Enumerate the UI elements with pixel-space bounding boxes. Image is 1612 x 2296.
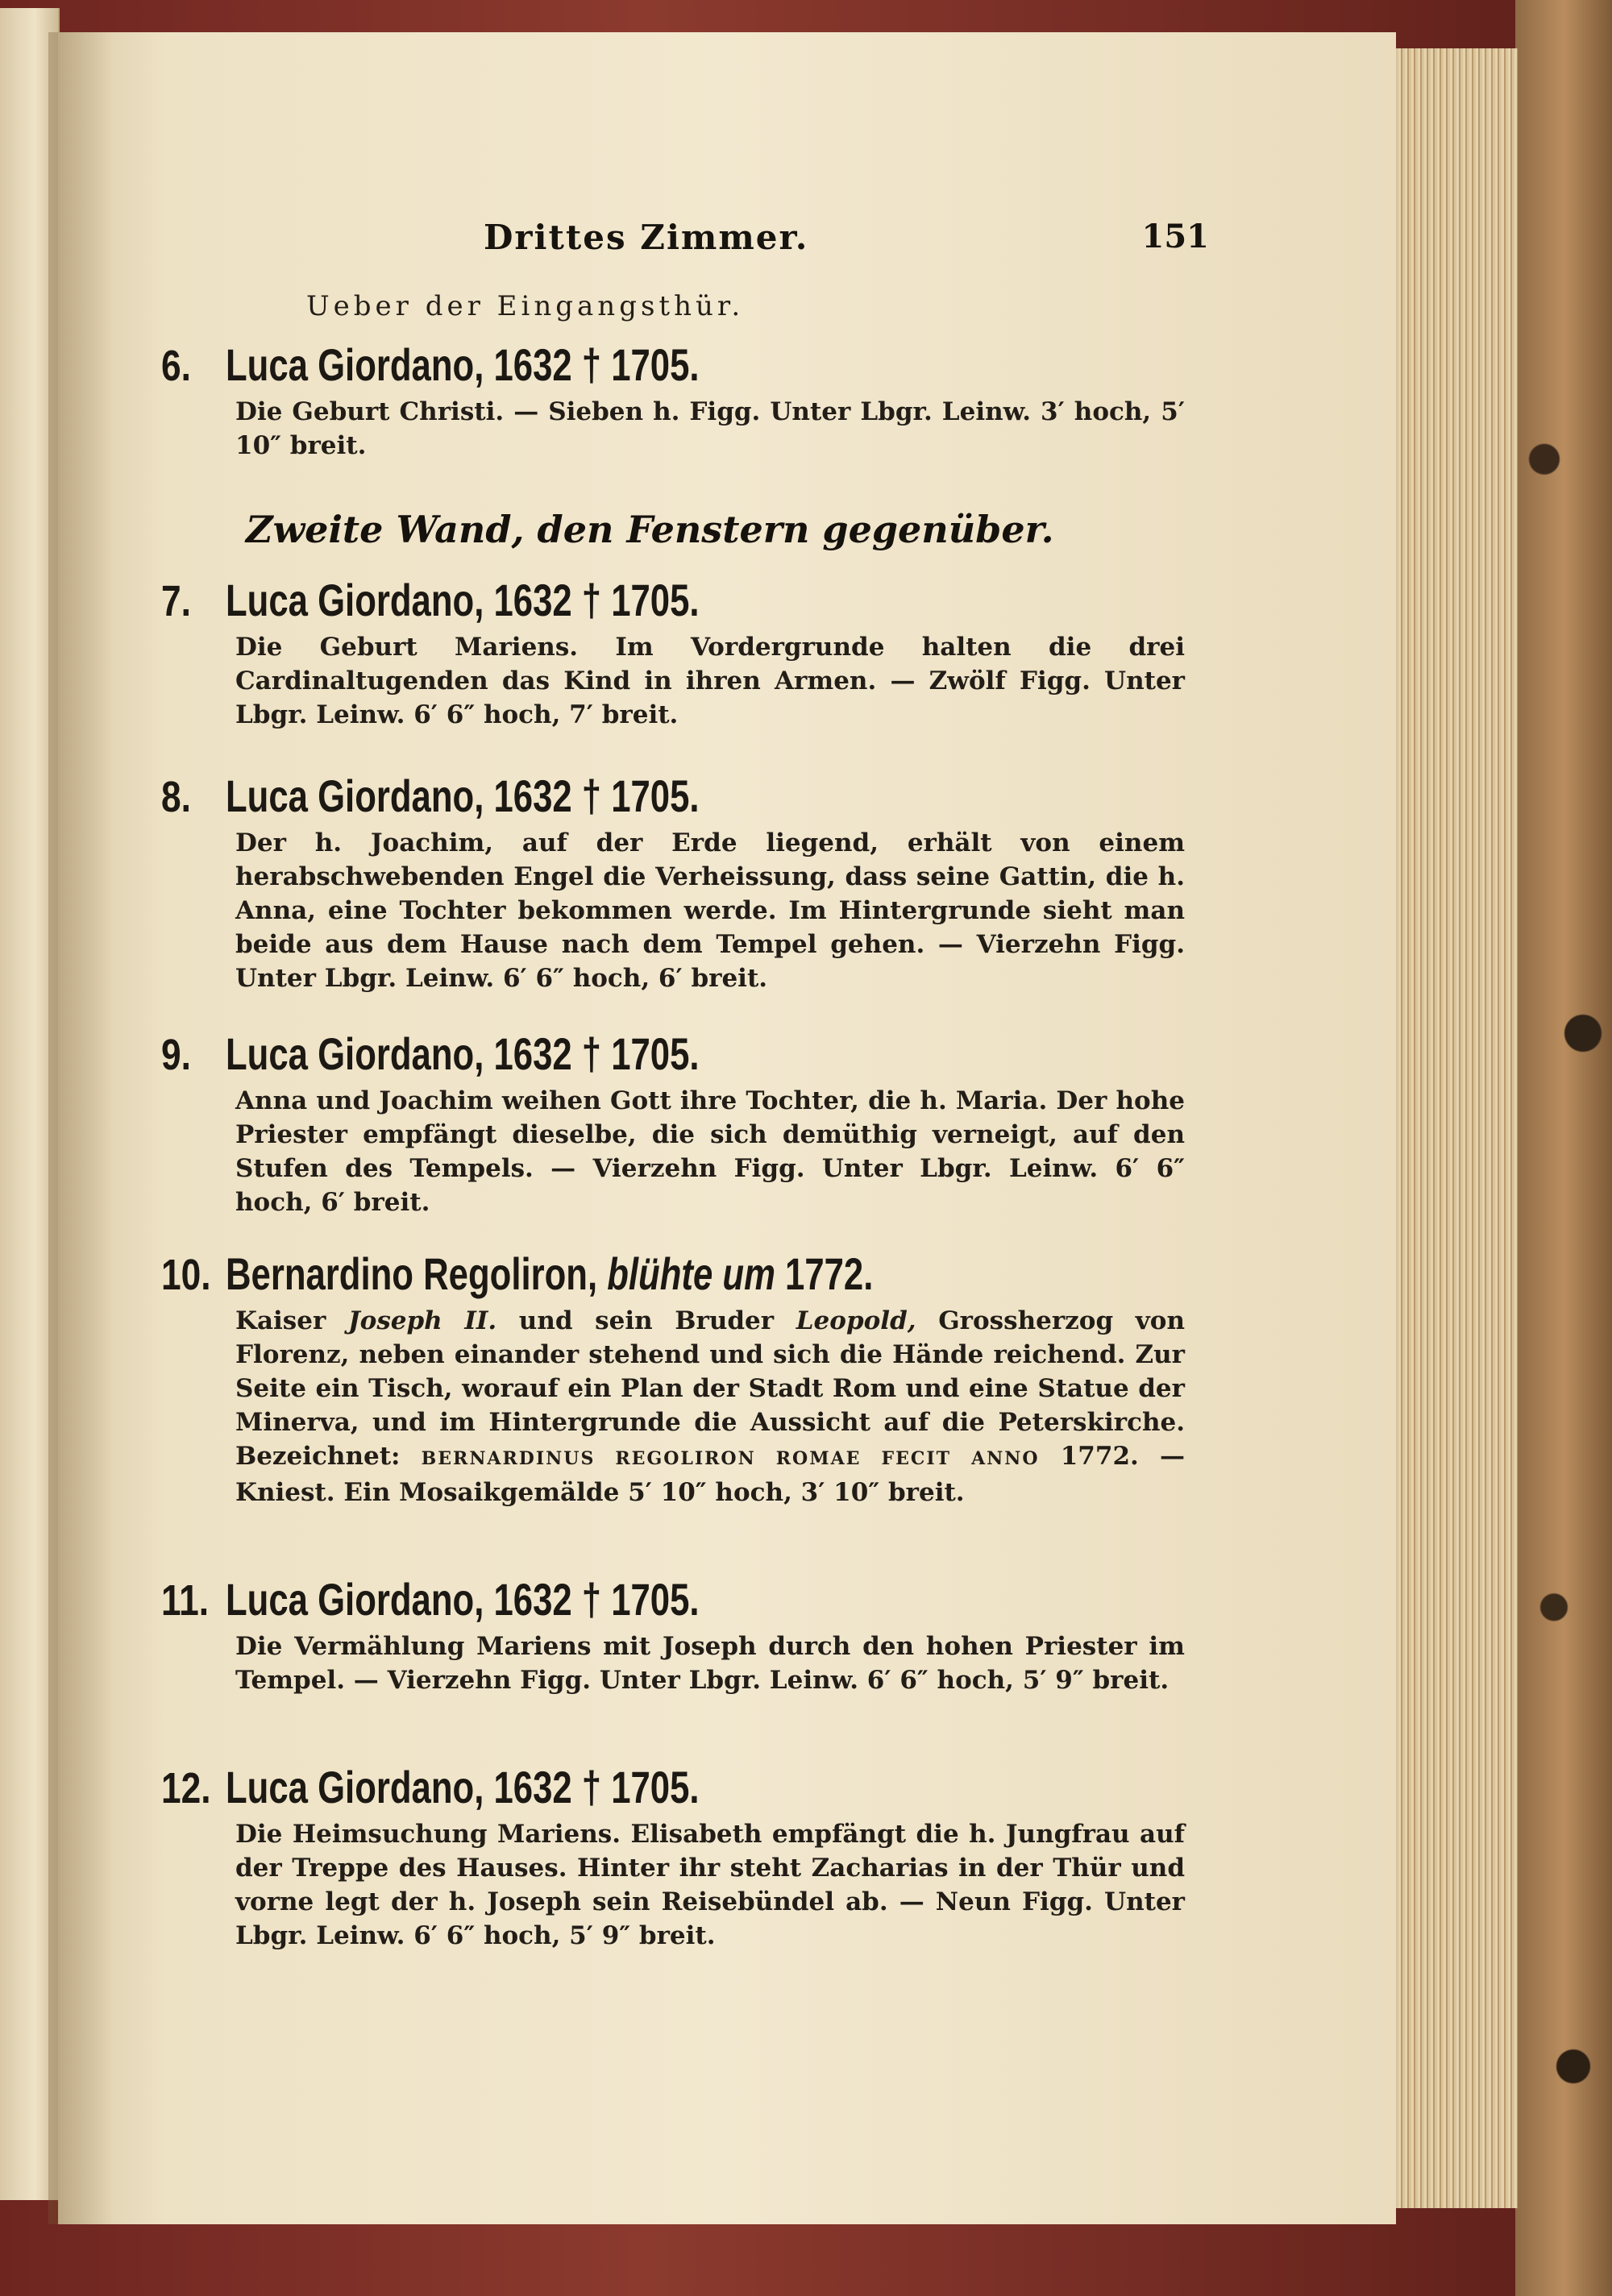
artist-heading: Luca Giordano, 1632 † 1705. <box>226 1028 700 1079</box>
entry-description: Die Geburt Mariens. Im Vordergrunde halten die drei Cardinaltugenden das Kind in ihren Armen. — Zwölf Figg. Unter Lbgr. Leinw. 6′ 6″ hoch, 7′ breit. <box>235 633 1185 729</box>
catalogue-entry <box>161 770 1185 995</box>
artist-heading: Luca Giordano, 1632 † 1705. <box>226 575 700 625</box>
desc-italic-name: Joseph II. <box>347 1306 497 1335</box>
desc-text: Kaiser <box>235 1306 326 1335</box>
entry-description: Die Vermählung Mariens mit Joseph durch den hohen Priester im Tempel. — Vierzehn Figg. Unter Lbgr. Leinw. 6′ 6″ hoch, 5′ 9″ breit. <box>235 1632 1185 1695</box>
catalogue-entry <box>161 1028 1185 1219</box>
page-number: 151 <box>1141 218 1209 255</box>
artist-heading: Luca Giordano, 1632 † 1705. <box>226 1762 700 1812</box>
catalogue-entry <box>161 338 1185 463</box>
painting-signature: BERNARDINUS REGOLIRON ROMAE FECIT ANNO <box>421 1448 1040 1469</box>
artist-heading: Luca Giordano, 1632 † 1705. <box>226 1574 700 1625</box>
entry-number: 12. <box>161 1764 211 1812</box>
spine-shadow <box>48 32 113 2224</box>
artist-heading <box>226 1248 873 1300</box>
book-cover-marbled <box>1515 0 1612 2296</box>
desc-italic-name: Leopold, <box>796 1306 916 1335</box>
section-subheading: Ueber der Eingangsthür. <box>306 290 745 322</box>
entry-number: 7. <box>161 577 191 625</box>
artist-year: 1772. <box>785 1248 874 1299</box>
entry-description: Der h. Joachim, auf der Erde liegend, erhält von einem herabschwebenden Engel die Verheissung, dass seine Gattin, die h. Anna, eine Tochter bekommen werde. Im Hintergrunde sieht man beide aus dem Hause nach dem Tempel gehen. — Vierzehn Figg. Unter Lbgr. Leinw. 6′ 6″ hoch, 6′ breit. <box>235 828 1185 993</box>
entry-description: Die Heimsuchung Mariens. Elisabeth empfängt die h. Jungfrau auf der Treppe des Hauses. Hinter ihr steht Zacharias in der Thür und vorne legt der h. Joseph sein Reisebündel ab. — Neun Figg. Unter Lbgr. Leinw. 6′ 6″ hoch, 5′ 9″ breit. <box>235 1820 1185 1950</box>
entry-description: Die Geburt Christi. — Sieben h. Figg. Unter Lbgr. Leinw. 3′ hoch, 5′ 10″ breit. <box>235 397 1185 460</box>
entry-number: 8. <box>161 773 191 821</box>
wall-heading: Zweite Wand, den Fenstern gegenüber. <box>246 508 1054 551</box>
entry-description <box>235 1304 1185 1509</box>
desc-text: 1772. — Kniest. Ein Mosaikgemälde 5′ 10″ hoch, 3′ 10″ breit. <box>235 1442 1185 1507</box>
entry-description: Anna und Joachim weihen Gott ihre Tochter, die h. Maria. Der hohe Priester empfängt dieselbe, die sich demüthig verneigt, auf den Stufen des Tempels. — Vierzehn Figg. Unter Lbgr. Leinw. 6′ 6″ hoch, 6′ breit. <box>235 1086 1185 1217</box>
artist-name: Bernardino Regoliron, <box>226 1248 598 1299</box>
entry-number: 9. <box>161 1031 191 1079</box>
catalogue-entry <box>161 1248 1185 1509</box>
running-head <box>161 218 1209 266</box>
artist-heading: Luca Giordano, 1632 † 1705. <box>226 339 700 390</box>
desc-text: Grossherzog von Florenz, neben einander stehend und sich die Hände reichend. Zur Seite ein Tisch, worauf ein Plan der Stadt Rom und eine Statue der Minerva, und im Hintergrunde die Aussicht auf die Peterskirche. Bezeichnet: <box>235 1306 1185 1471</box>
desc-text: und sein Bruder <box>518 1306 775 1335</box>
entry-number: 11. <box>161 1576 210 1625</box>
catalogue-entry <box>161 1573 1185 1697</box>
artist-heading: Luca Giordano, 1632 † 1705. <box>226 770 700 821</box>
artist-active-label: blühte um <box>607 1248 775 1299</box>
catalogue-entry <box>161 1761 1185 1953</box>
running-title: Drittes Zimmer. <box>484 218 809 257</box>
entry-number: 10. <box>161 1251 211 1299</box>
entry-number: 6. <box>161 342 191 390</box>
catalogue-entry <box>161 574 1185 732</box>
